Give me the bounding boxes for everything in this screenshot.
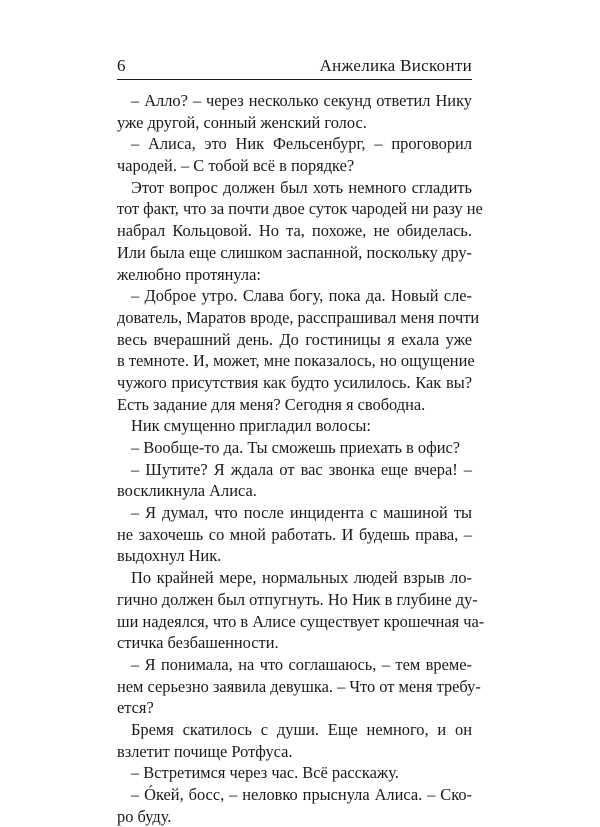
header-rule [117,79,472,80]
text-line: уже другой, сонный женский голос. [117,112,367,132]
text-line: чужого присутствия как будто усилилось. Как вы? [117,372,472,392]
text-line: в темноте. И, может, мне показалось, но ощущение [117,351,475,371]
body-text [117,90,485,827]
running-title: Анжелика Висконти [319,56,472,75]
text-line: стичка безбашенности. [117,633,279,653]
text-line: По крайней мере, нормальных людей взрыв ло- [131,568,472,588]
text-line: нем серьезно заявила девушка. – Что от меня требу- [117,676,481,696]
text-line: выдохнул Ник. [117,546,222,566]
text-line: – Óкей, босс, – неловко прыснула Алиса. – Ско- [131,785,472,804]
text-line: гично должен был отпугнуть. Но Ник в глубине ду- [117,589,478,609]
text-line: воскликнула Алиса. [117,481,257,501]
text-line: Или была еще слишком заспанной, поскольку дру- [117,242,472,262]
text-line: ро буду. [117,806,172,826]
text-line: – Я понимала, на что соглашаюсь, – тем време- [131,654,472,674]
text-line: ется? [117,698,154,718]
text-line: Бремя скатилось с души. Еще немного, и он [131,719,472,739]
text-line: Этот вопрос должен был хоть немного сгладить [131,177,472,197]
text-line: – Шутите? Я ждала от вас звонка еще вчера! – [131,459,472,479]
running-header [117,54,472,76]
text-line: Ник смущенно пригладил волосы: [131,416,371,436]
page-number: 6 [117,56,126,75]
text-line: желюбно протянула: [117,264,261,284]
text-line: – Я думал, что после инцидента с машиной ты [131,503,472,523]
text-line: взлетит почище Ротфуса. [117,741,293,761]
text-line: – Встретимся через час. Всё расскажу. [131,763,399,783]
text-line: ши надеялся, что в Алисе существует крошечная ча- [117,611,485,631]
text-line: – Алло? – через несколько секунд ответил Нику [131,91,472,110]
text-line: – Алиса, это Ник Фельсенбург, – проговорил [131,134,472,154]
text-line: чародей. – С тобой всё в порядке? [117,156,355,176]
text-line: – Вообще-то да. Ты сможешь приехать в офис? [131,438,461,457]
text-line: тот факт, что за почти двое суток чародей ни разу не [117,199,483,219]
text-line: Есть задание для меня? Сегодня я свободна. [117,394,426,414]
text-line: весь вчерашний день. До гостиницы я ехала уже [117,329,472,349]
text-line: набрал Кольцовой. Но та, похоже, не обиделась. [117,221,472,241]
text-line: – Доброе утро. Слава богу, пока да. Новый сле- [131,286,472,306]
text-line: не захочешь со мной работать. И будешь права, – [117,524,472,544]
text-line: дователь, Маратов вроде, расспрашивал меня почти [117,307,480,327]
